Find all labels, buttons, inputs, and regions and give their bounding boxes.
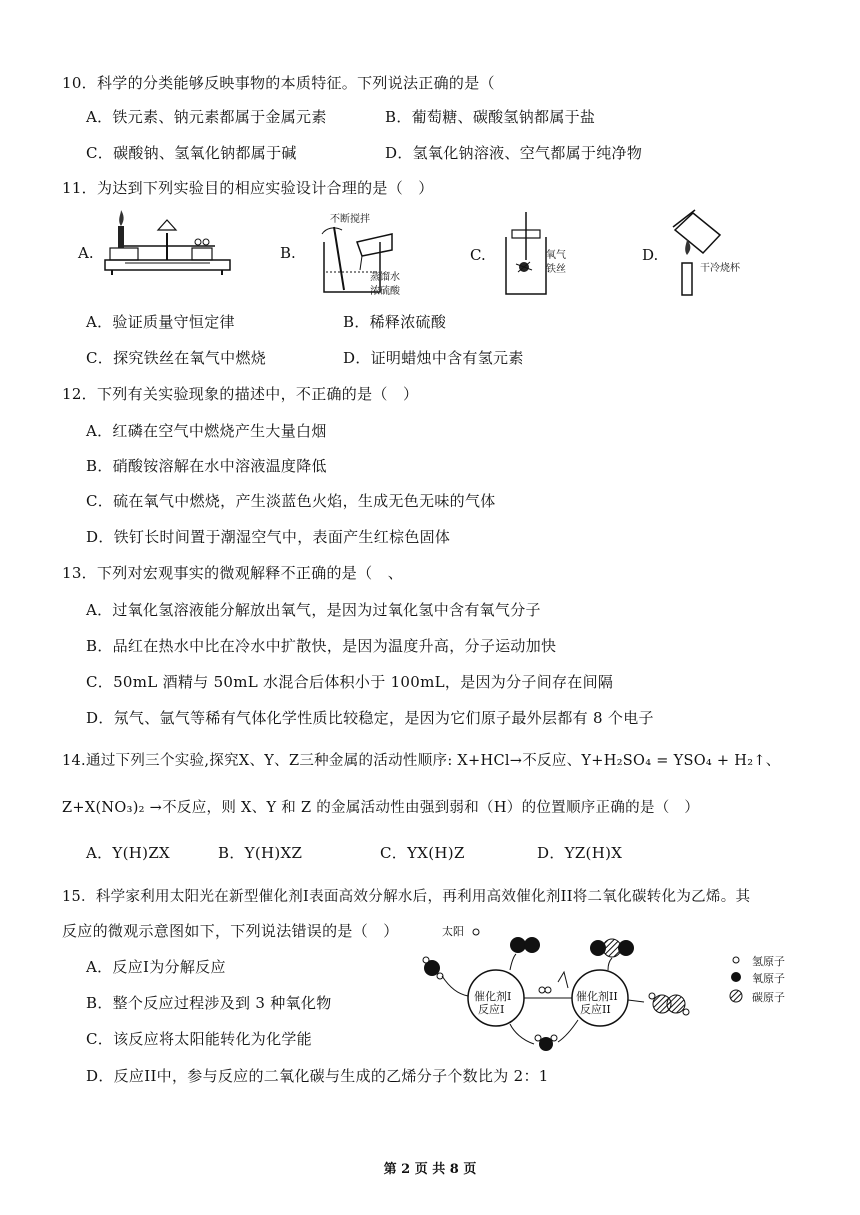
reaction-micro-diagram <box>418 920 718 1060</box>
legend-hydrogen: 氢原子 <box>752 955 785 968</box>
balance-apparatus-figure <box>100 208 235 276</box>
q13-option-a: A．过氧化氢溶液能分解放出氧气，是因为过氧化氢中含有氧气分子 <box>86 601 541 619</box>
q15-stem-line1: 15．科学家利用太阳光在新型催化剂I表面高效分解水后，再利用高效催化剂II将二氧化碳转化为乙烯。其 <box>62 889 751 905</box>
q10-option-c: C．碳酸钠、氢氧化钠都属于碱 <box>86 144 297 162</box>
fig-c-oxygen-label: 氧气 <box>546 250 566 261</box>
q15-option-d: D．反应II中，参与反应的二氧化碳与生成的乙烯分子个数比为 2：1 <box>86 1067 549 1085</box>
q14-option-a: A．Y(H)ZX <box>86 844 171 862</box>
q11-option-c: C．探究铁丝在氧气中燃烧 <box>86 349 267 367</box>
fig-b-label: B. <box>280 244 296 262</box>
catalyst-1-label: 催化剂I <box>474 990 512 1003</box>
q15-option-b: B．整个反应过程涉及到 3 种氧化物 <box>86 994 332 1012</box>
fig-c-label: C. <box>470 246 486 264</box>
q11-option-b: B．稀释浓硫酸 <box>343 313 447 331</box>
q13-option-c: C．50mL 酒精与 50mL 水混合后体积小于 100mL，是因为分子间存在间隔 <box>86 673 614 691</box>
q10-option-b: B．葡萄糖、碳酸氢钠都属于盐 <box>385 108 596 126</box>
candle-beaker-figure <box>665 205 735 300</box>
fig-b-water-label: 蒸馏水 <box>370 272 400 283</box>
q11-option-a: A．验证质量守恒定律 <box>86 313 235 331</box>
legend-carbon: 碳原子 <box>752 991 785 1004</box>
fig-c-wire-label: 铁丝 <box>546 264 566 275</box>
q12-stem: 12．下列有关实验现象的描述中，不正确的是（ ） <box>62 385 419 403</box>
q10-option-d: D．氢氧化钠溶液、空气都属于纯净物 <box>385 144 643 162</box>
q13-option-d: D．氖气、氩气等稀有气体化学性质比较稳定，是因为它们原子最外层都有 8 个电子 <box>86 709 654 727</box>
q10-stem: 10．科学的分类能够反映事物的本质特征。下列说法正确的是（ <box>62 74 495 92</box>
q15-option-a: A．反应I为分解反应 <box>86 958 226 976</box>
q14-stem-line1: 14.通过下列三个实验,探究X、Y、Z三种金属的活动性顺序: X+HCl→不反应、Y+H₂SO₄ = YSO₄ + H₂↑、 <box>62 753 781 769</box>
fig-d-beaker-label: 干冷烧杯 <box>700 263 740 274</box>
q14-stem-line2: Z+X(NO₃)₂ →不反应，则 X、Y 和 Z 的金属活动性由强到弱和（H）的位置顺序正确的是（ ） <box>62 800 700 816</box>
q14-option-c: C．YX(H)Z <box>380 844 465 862</box>
q12-option-c: C．硫在氧气中燃烧，产生淡蓝色火焰，生成无色无味的气体 <box>86 492 496 510</box>
page-number-footer: 第 2 页 共 8 页 <box>383 1162 477 1177</box>
catalyst-2-label: 催化剂II <box>576 990 618 1003</box>
fig-b-stir-label: 不断搅拌 <box>330 214 370 225</box>
q11-stem: 11．为达到下列实验目的相应实验设计合理的是（ ） <box>62 179 434 197</box>
q12-option-a: A．红磷在空气中燃烧产生大量白烟 <box>86 422 327 440</box>
q12-option-b: B．硝酸铵溶解在水中溶液温度降低 <box>86 457 327 475</box>
fig-b-acid-label: 浓硫酸 <box>370 286 400 297</box>
q13-option-b: B．品红在热水中比在冷水中扩散快，是因为温度升高，分子运动加快 <box>86 637 557 655</box>
legend-oxygen: 氧原子 <box>752 972 785 985</box>
fig-a-label: A. <box>78 244 94 262</box>
sun-label: 太阳 <box>442 925 464 938</box>
reaction-2-label: 反应II <box>580 1003 611 1016</box>
reaction-1-label: 反应I <box>478 1003 505 1016</box>
sun-icon <box>473 929 479 935</box>
q10-option-a: A．铁元素、钠元素都属于金属元素 <box>86 108 327 126</box>
q12-option-d: D．铁钉长时间置于潮湿空气中，表面产生红棕色固体 <box>86 528 451 546</box>
q15-option-c: C．该反应将太阳能转化为化学能 <box>86 1030 312 1048</box>
fig-d-label: D. <box>642 246 659 264</box>
q14-option-b: B．Y(H)XZ <box>218 844 303 862</box>
q14-option-d: D．YZ(H)X <box>537 844 623 862</box>
q13-stem: 13．下列对宏观事实的微观解释不正确的是（ 、 <box>62 564 403 582</box>
q15-stem-line2: 反应的微观示意图如下，下列说法错误的是（ ） <box>62 922 399 940</box>
q11-option-d: D．证明蜡烛中含有氢元素 <box>343 349 524 367</box>
